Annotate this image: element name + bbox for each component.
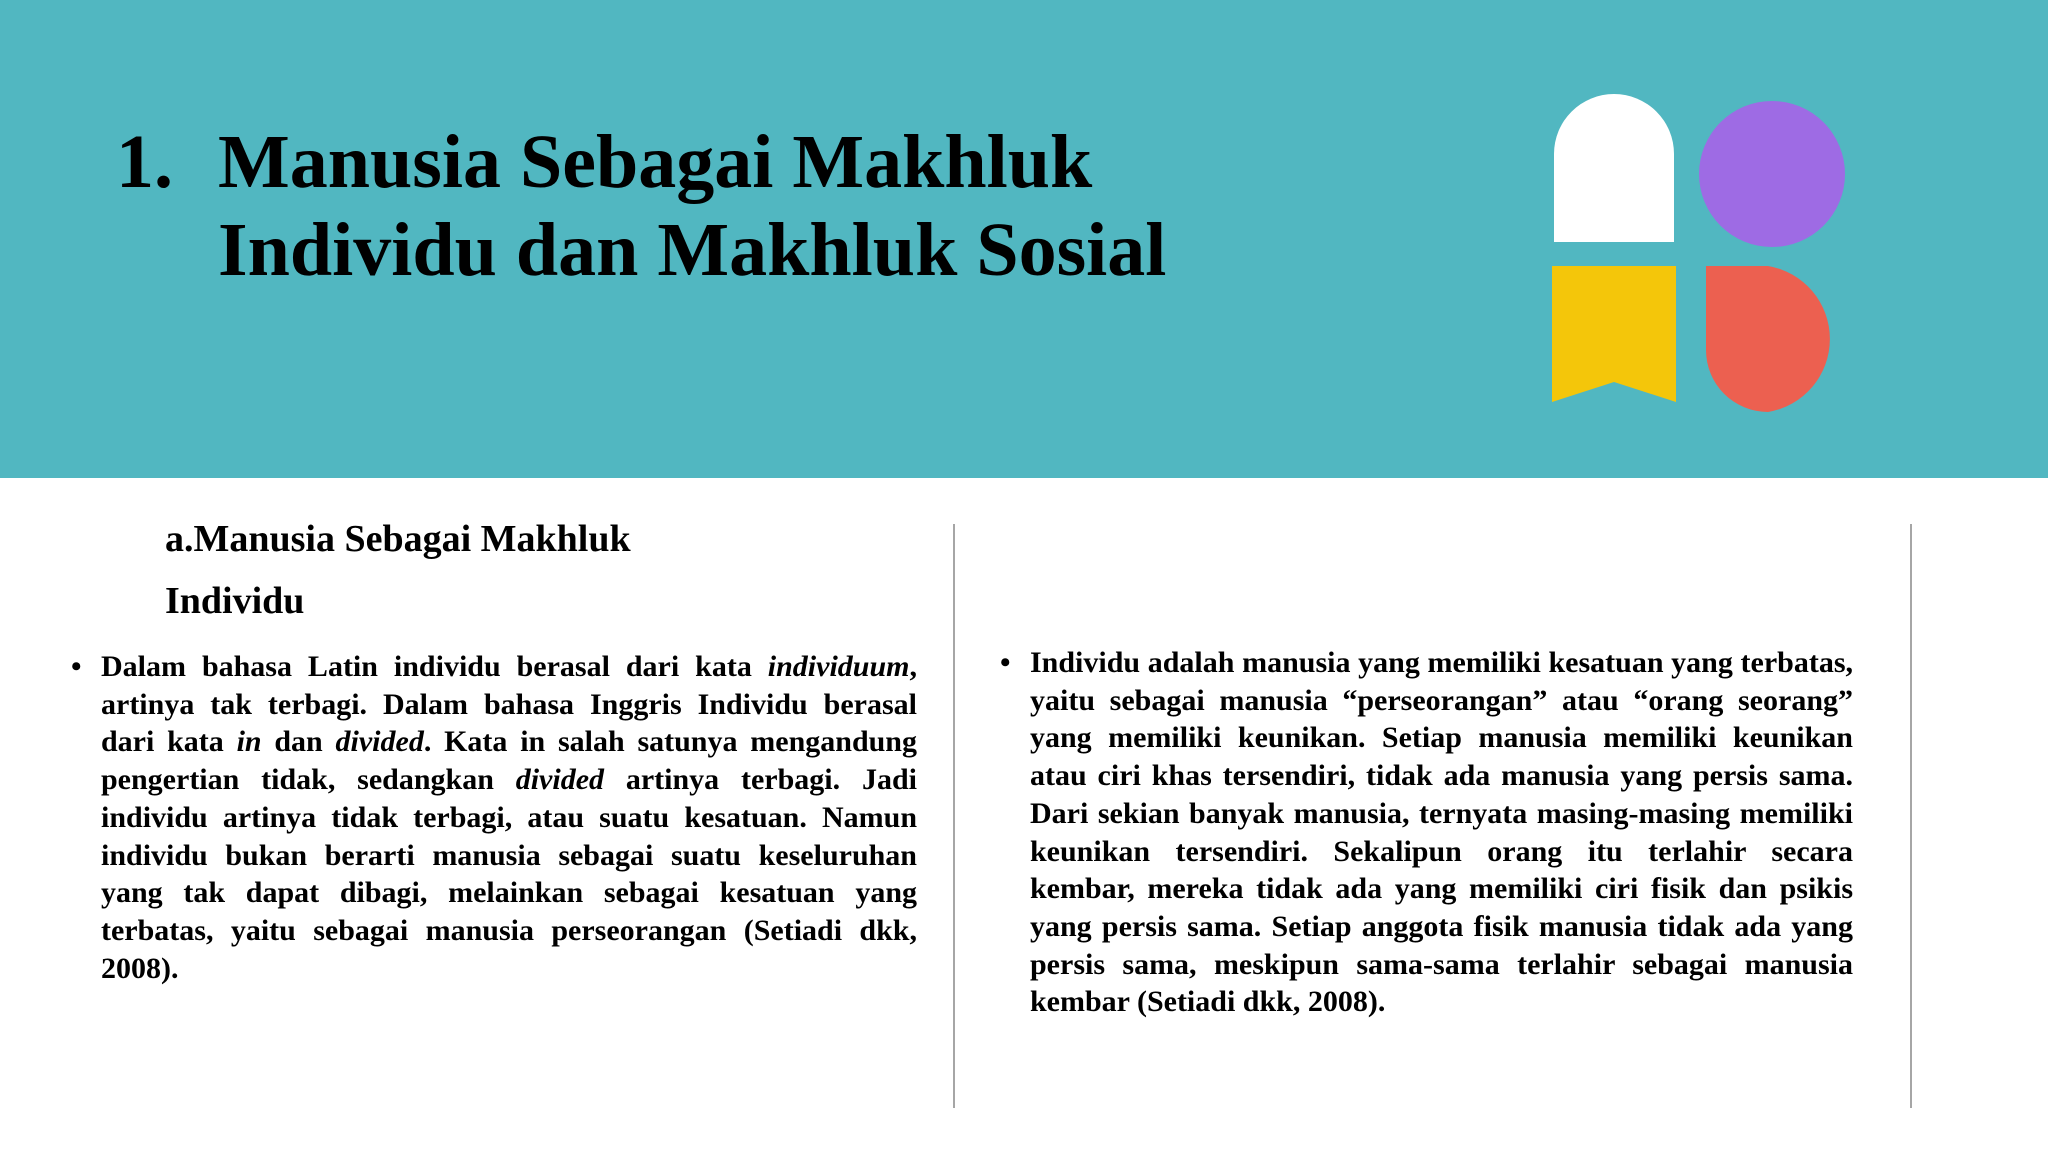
column-divider-left <box>953 524 955 1108</box>
left-italic-divided-1: divided <box>335 725 424 759</box>
title-line-1: Manusia Sebagai Makhluk <box>218 120 1093 204</box>
column-divider-right <box>1910 524 1912 1108</box>
right-bullet-paragraph <box>1000 644 1853 1021</box>
white-arch-shape <box>1554 94 1674 242</box>
decorative-shapes-logo <box>1548 94 1866 416</box>
subheading-line-2: Individu <box>165 580 305 622</box>
yellow-bookmark-shape <box>1552 266 1676 402</box>
purple-circle-shape <box>1699 101 1845 247</box>
title-text <box>218 118 1418 294</box>
left-italic-individuum: individuum <box>767 650 910 683</box>
bullet-marker: • <box>71 650 82 683</box>
red-half-circle-shape <box>1706 266 1830 412</box>
bullet-marker: • <box>1000 646 1011 679</box>
left-text-2: , artinya tak terbagi. Dalam bahasa Inggris Individu berasal dari kata <box>101 650 917 759</box>
left-text-3: dan <box>261 725 336 759</box>
subheading-line-1: a.Manusia Sebagai Makhluk <box>165 518 631 560</box>
right-text: Individu adalah manusia yang memiliki kesatuan yang terbatas, yaitu sebagai manusia “perseorangan” atau “orang seorang” yang memiliki keunikan. Setiap manusia memiliki keunikan atau ciri khas tersendiri, tidak ada manusia yang persis sama. Dari sekian banyak manusia, ternyata masing-masing memiliki keunikan tersendiri. Sekalipun orang itu terlahir secara kembar, mereka tidak ada yang memiliki ciri fisik dan psikis yang persis sama. Setiap anggota fisik manusia tidak ada yang persis sama, meskipun sama-sama terlahir sebagai manusia kembar (Setiadi dkk, 2008). <box>1030 646 1853 1019</box>
left-text-1: Dalam bahasa Latin individu berasal dari kata <box>101 650 768 683</box>
title-line-2: Individu dan Makhluk Sosial <box>218 208 1167 292</box>
title-number: 1. <box>116 120 173 204</box>
left-italic-divided-2: divided <box>515 763 605 797</box>
left-bullet-paragraph <box>71 648 917 987</box>
left-text-4: . Kata in salah satunya mengandung pengertian tidak, sedangkan <box>101 725 917 797</box>
left-italic-in: in <box>236 725 262 759</box>
left-text-5: artinya terbagi. Jadi individu artinya tidak terbagi, atau suatu kesatuan. Namun individu bukan berarti manusia sebagai suatu keseluruhan yang tak dapat dibagi, melainkan sebagai kesatuan yang terbatas, yaitu sebagai manusia perseorangan (Setiadi dkk, 2008). <box>101 763 917 985</box>
section-subheading <box>165 508 631 632</box>
